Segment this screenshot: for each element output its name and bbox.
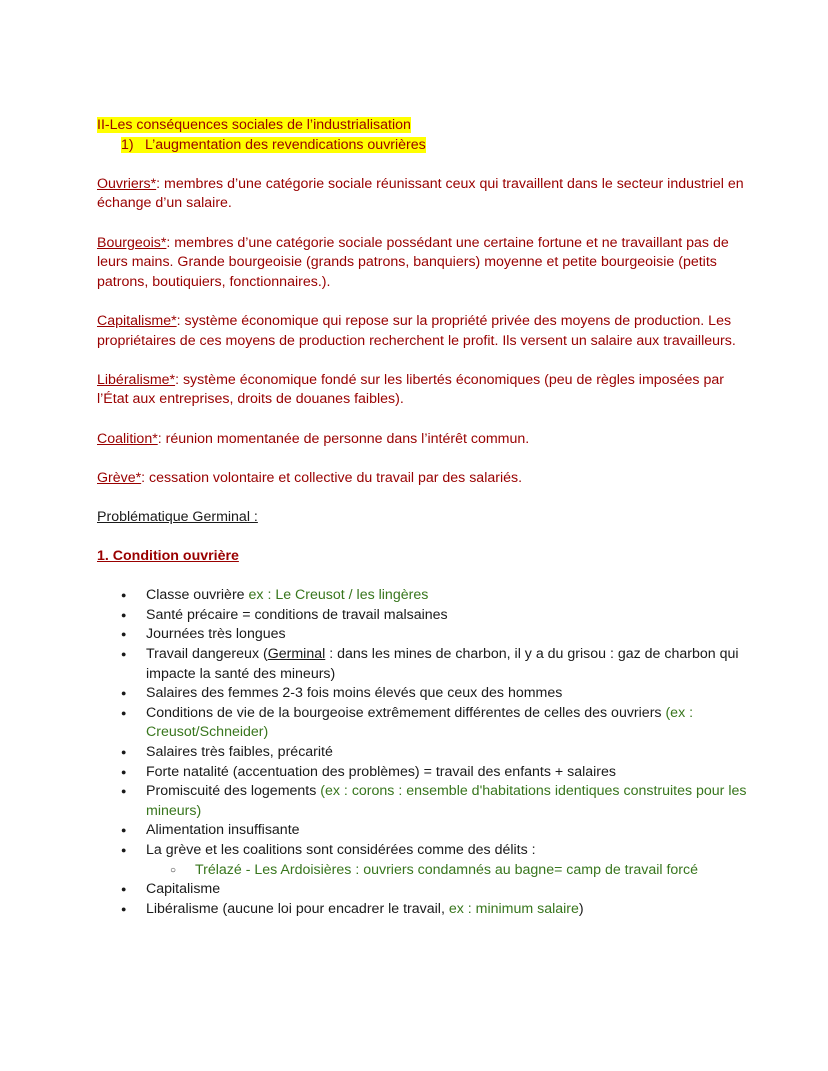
- example-text: ex : Le Creusot / les lingères: [248, 587, 429, 604]
- definition-greve: [97, 469, 747, 489]
- bullet-list: [97, 586, 747, 919]
- definition-text: : membres d’une catégorie sociale possédant une certaine fortune et ne travaillant pas de leurs mains. Grande bourgeoisie (grands patrons, banquiers) moyenne et petite bourgeoisie (petits patrons, boutiquiers, fonctionnaires.).: [97, 234, 729, 290]
- list-item: ● Capitalisme: [97, 880, 747, 900]
- subsection-heading: [97, 136, 747, 156]
- definition-text: : réunion momentanée de personne dans l’intérêt commun.: [157, 430, 530, 447]
- definition-bourgeois: [97, 234, 747, 293]
- subsection-number: 1): [121, 136, 134, 153]
- definition-capitalisme: [97, 312, 747, 351]
- list-item: ● Alimentation insuffisante: [97, 821, 747, 841]
- subsection-title: L’augmentation des revendications ouvrières: [145, 136, 426, 153]
- definition-liberalisme: [97, 371, 747, 410]
- document-page: [97, 116, 747, 919]
- list-item: ● Libéralisme (aucune loi pour encadrer le travail, ex : minimum salaire): [97, 900, 747, 920]
- definition-coalition: [97, 430, 747, 450]
- section-heading: II-Les conséquences sociales de l’industrialisation: [97, 117, 411, 133]
- definition-term: Coalition*: [97, 430, 158, 447]
- definition-term: Libéralisme*: [97, 371, 176, 388]
- definition-term: Capitalisme*: [97, 312, 177, 329]
- sub-list: [146, 861, 747, 881]
- example-text: (ex : Creusot/Schneider): [146, 704, 694, 741]
- definition-text: : membres d’une catégorie sociale réunissant ceux qui travaillent dans le secteur industriel en échange d’un salaire.: [97, 175, 744, 212]
- sub-list-item: ○ Trélazé - Les Ardoisières : ouvriers condamnés au bagne= camp de travail forcé: [146, 861, 747, 881]
- list-item: ● La grève et les coalitions sont considérées comme des délits : ○ Trélazé - Les Ardoisières : ouvriers condamnés au bagne= camp de travail forcé: [97, 841, 747, 880]
- list-item: ● Salaires très faibles, précarité: [97, 743, 747, 763]
- list-item: ● Conditions de vie de la bourgeoise extrêmement différentes de celles des ouvriers (ex : Creusot/Schneider): [97, 704, 747, 743]
- definition-term: Grève*: [97, 469, 142, 486]
- definition-term: Ouvriers*: [97, 175, 157, 192]
- list-item: ● Travail dangereux (Germinal : dans les mines de charbon, il y a du grisou : gaz de charbon qui impacte la santé des mineurs): [97, 645, 747, 684]
- problematique-heading: Problématique Germinal :: [97, 508, 258, 525]
- definition-text: : système économique fondé sur les libertés économiques (peu de règles imposées par l’État aux entreprises, droits de douanes faibles).: [97, 371, 724, 408]
- list-item: ● Journées très longues: [97, 625, 747, 645]
- definition-text: : cessation volontaire et collective du travail par des salariés.: [141, 469, 523, 486]
- condition-ouvriere-heading: 1. Condition ouvrière: [97, 548, 239, 565]
- germinal-reference: Germinal: [267, 646, 326, 663]
- list-item: ● Santé précaire = conditions de travail malsaines: [97, 606, 747, 626]
- definition-ouvriers: [97, 175, 747, 214]
- list-item: ● Forte natalité (accentuation des problèmes) = travail des enfants + salaires: [97, 763, 747, 783]
- definition-term: Bourgeois*: [97, 234, 167, 251]
- list-item: ● Classe ouvrière ex : Le Creusot / les lingères: [97, 586, 747, 606]
- definition-text: : système économique qui repose sur la propriété privée des moyens de production. Les propriétaires de ces moyens de production recherchent le profit. Ils versent un salaire aux travailleurs.: [97, 312, 736, 349]
- example-text: (ex : corons : ensemble d'habitations identiques construites pour les mineurs): [146, 783, 747, 819]
- list-item: ● Salaires des femmes 2-3 fois moins élevés que ceux des hommes: [97, 684, 747, 704]
- example-text: ex : minimum salaire: [448, 900, 579, 917]
- list-item: ● Promiscuité des logements (ex : corons : ensemble d'habitations identiques construites pour les mineurs): [97, 782, 747, 821]
